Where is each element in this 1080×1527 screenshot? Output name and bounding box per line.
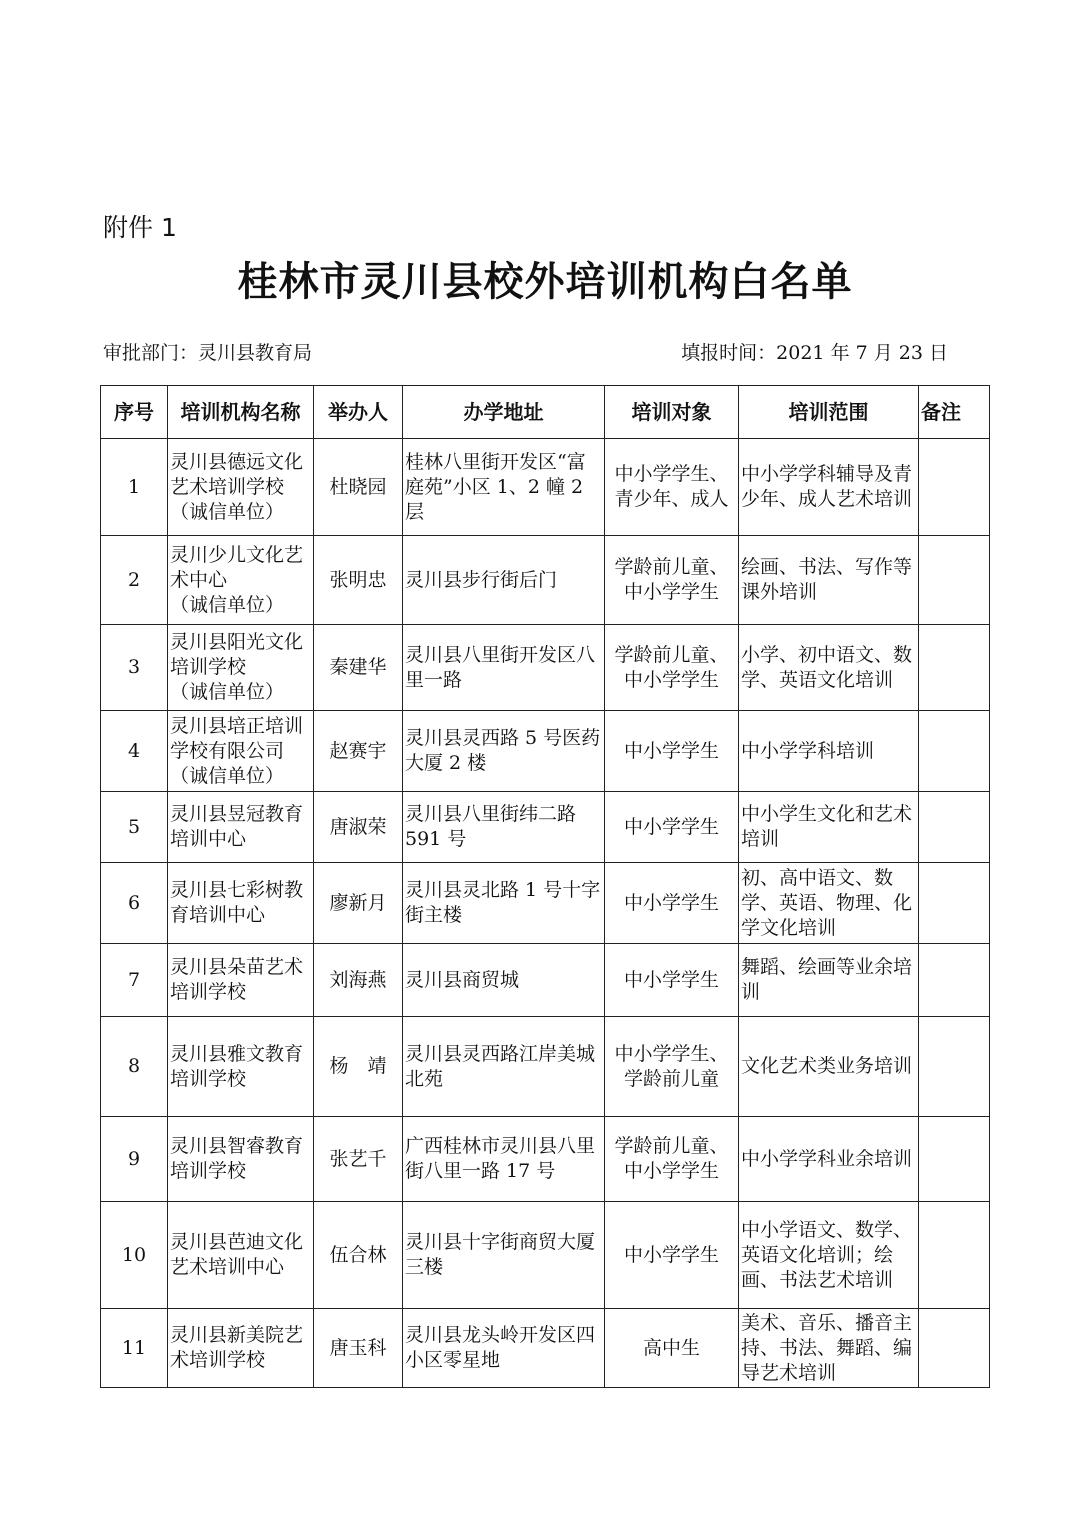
cell-host: 刘海燕 [314,944,403,1017]
cell-note [919,711,990,792]
org-name: 灵川县阳光文化培训学校 [170,631,304,678]
approval-department: 审批部门：灵川县教育局 [103,342,313,364]
org-name: 灵川县芭迪文化艺术培训中心 [170,1231,304,1278]
cell-no: 6 [101,863,168,944]
cell-no: 8 [101,1017,168,1117]
header-address: 办学地址 [403,386,605,439]
header-no: 序号 [101,386,168,439]
cell-note [919,439,990,536]
cell-target: 高中生 [605,1309,739,1388]
cell-name [168,1202,314,1309]
cell-target: 中小学学生 [605,863,739,944]
cell-no: 7 [101,944,168,1017]
cell-name [168,944,314,1017]
cell-no: 1 [101,439,168,536]
cell-scope: 中小学学科辅导及青少年、成人艺术培训 [739,439,919,536]
cell-name [168,1117,314,1202]
org-name: 灵川县德远文化艺术培训学校 [170,450,304,498]
cell-scope: 小学、初中语文、数学、英语文化培训 [739,625,919,711]
cell-scope: 文化艺术类业务培训 [739,1017,919,1117]
whitelist-table [100,385,990,1388]
org-name: 灵川县七彩树教育培训中心 [170,879,304,926]
org-name: 灵川县雅文教育培训学校 [170,1042,304,1090]
integrity-tag: （诚信单位） [170,681,285,703]
cell-host: 杜晓园 [314,439,403,536]
table-row [101,1309,990,1388]
cell-address: 灵川县八里街开发区八里一路 [403,625,605,711]
table-row [101,439,990,536]
header-name: 培训机构名称 [168,386,314,439]
cell-target: 中小学学生、青少年、成人 [605,439,739,536]
cell-address: 灵川县八里街纬二路 591 号 [403,792,605,863]
report-time: 填报时间：2021 年 7 月 23 日 [681,342,948,364]
header-host: 举办人 [314,386,403,439]
org-name: 灵川县智睿教育培训学校 [170,1135,304,1182]
cell-name [168,1017,314,1117]
table-row [101,625,990,711]
cell-no: 9 [101,1117,168,1202]
cell-target: 中小学学生 [605,711,739,792]
cell-note [919,792,990,863]
cell-note [919,1017,990,1117]
org-name: 灵川少儿文化艺术中心 [170,543,304,591]
cell-target: 中小学学生 [605,1202,739,1309]
cell-address: 灵川县灵北路 1 号十字街主楼 [403,863,605,944]
org-name: 灵川县昱冠教育培训中心 [170,803,304,850]
header-target: 培训对象 [605,386,739,439]
cell-note [919,625,990,711]
cell-scope: 初、高中语文、数学、英语、物理、化学文化培训 [739,863,919,944]
table-row [101,792,990,863]
cell-address: 灵川县灵西路江岸美城北苑 [403,1017,605,1117]
table-row [101,1202,990,1309]
cell-note [919,863,990,944]
cell-name [168,625,314,711]
table-row [101,863,990,944]
cell-target: 学龄前儿童、中小学学生 [605,536,739,625]
cell-name [168,863,314,944]
cell-host: 唐淑荣 [314,792,403,863]
integrity-tag: （诚信单位） [170,764,285,787]
cell-scope: 舞蹈、绘画等业余培训 [739,944,919,1017]
cell-no: 4 [101,711,168,792]
table-header-row [101,386,990,439]
cell-target: 学龄前儿童、中小学学生 [605,1117,739,1202]
table-row [101,1017,990,1117]
cell-note [919,1117,990,1202]
cell-note [919,536,990,625]
cell-host: 杨 靖 [314,1017,403,1117]
cell-scope: 美术、音乐、播音主持、书法、舞蹈、编导艺术培训 [739,1309,919,1388]
cell-scope: 中小学生文化和艺术培训 [739,792,919,863]
page-title: 桂林市灵川县校外培训机构白名单 [237,259,853,305]
cell-address: 灵川县灵西路 5 号医药大厦 2 楼 [403,711,605,792]
table-row [101,536,990,625]
cell-name [168,439,314,536]
attachment-label: 附件 1 [103,213,177,242]
org-name: 灵川县新美院艺术培训学校 [170,1324,304,1371]
header-note: 备注 [919,386,990,439]
cell-address: 桂林八里街开发区“富庭苑”小区 1、2 幢 2 层 [403,439,605,536]
cell-address: 灵川县步行街后门 [403,536,605,625]
org-name: 灵川县培正培训学校有限公司 [170,714,304,762]
cell-name [168,711,314,792]
cell-scope: 中小学学科业余培训 [739,1117,919,1202]
cell-scope: 绘画、书法、写作等课外培训 [739,536,919,625]
table-row [101,711,990,792]
cell-host: 唐玉科 [314,1309,403,1388]
cell-host: 廖新月 [314,863,403,944]
integrity-tag: （诚信单位） [170,593,285,616]
table-row [101,1117,990,1202]
cell-address: 灵川县十字街商贸大厦三楼 [403,1202,605,1309]
cell-note [919,1309,990,1388]
cell-no: 3 [101,625,168,711]
cell-target: 中小学学生、学龄前儿童 [605,1017,739,1117]
cell-host: 秦建华 [314,625,403,711]
org-name: 灵川县朵苗艺术培训学校 [170,956,304,1003]
cell-no: 5 [101,792,168,863]
cell-address: 灵川县商贸城 [403,944,605,1017]
cell-scope: 中小学学科培训 [739,711,919,792]
cell-address: 广西桂林市灵川县八里街八里一路 17 号 [403,1117,605,1202]
table-row [101,944,990,1017]
cell-name [168,1309,314,1388]
cell-target: 中小学学生 [605,792,739,863]
cell-address: 灵川县龙头岭开发区四小区零星地 [403,1309,605,1388]
cell-note [919,1202,990,1309]
integrity-tag: （诚信单位） [170,500,285,523]
cell-name [168,792,314,863]
cell-scope: 中小学语文、数学、英语文化培训；绘画、书法艺术培训 [739,1202,919,1309]
header-scope: 培训范围 [739,386,919,439]
cell-name [168,536,314,625]
cell-host: 张艺千 [314,1117,403,1202]
cell-note [919,944,990,1017]
cell-target: 学龄前儿童、中小学学生 [605,625,739,711]
cell-no: 2 [101,536,168,625]
cell-host: 张明忠 [314,536,403,625]
cell-no: 10 [101,1202,168,1309]
cell-host: 赵赛宇 [314,711,403,792]
cell-host: 伍合林 [314,1202,403,1309]
cell-target: 中小学学生 [605,944,739,1017]
cell-no: 11 [101,1309,168,1388]
